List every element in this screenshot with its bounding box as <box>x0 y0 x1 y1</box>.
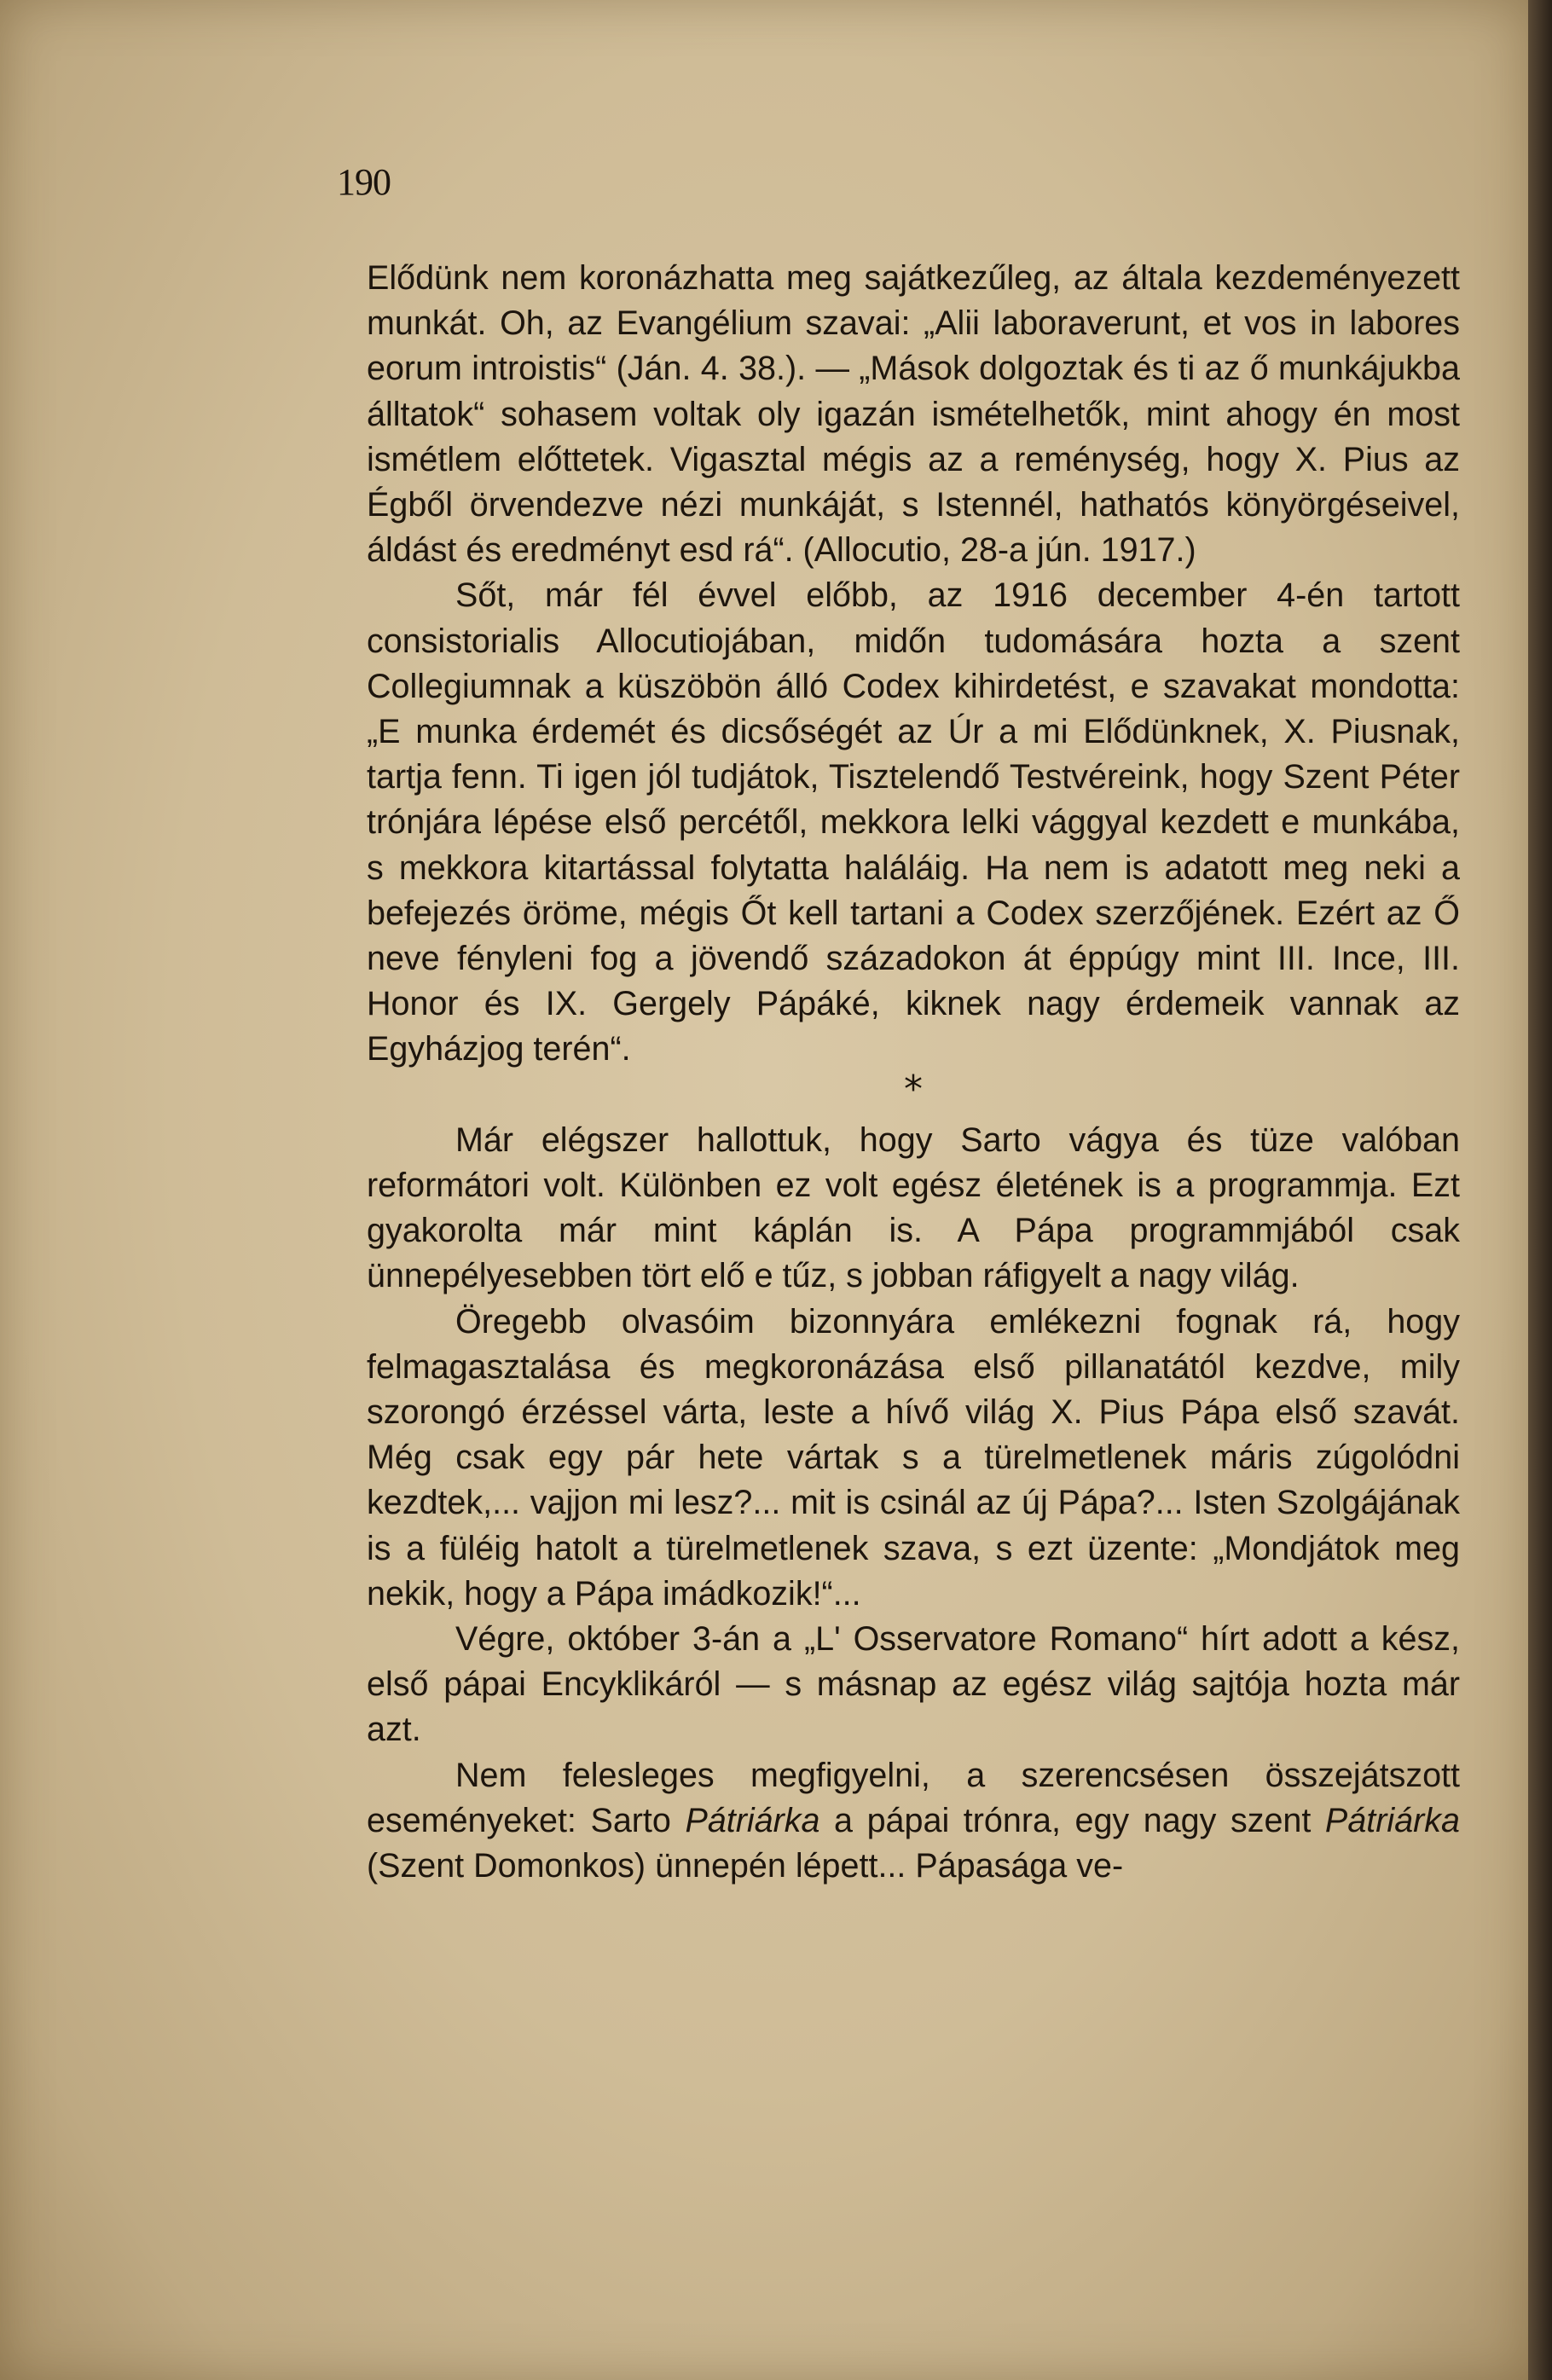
book-spine-shadow <box>1528 0 1552 2380</box>
paragraph-text: Nem felesleges megfigyelni, a szerencsésen összejátszott eseményeket: Sarto <box>367 1756 1460 1839</box>
italic-term: Pátriárka <box>685 1801 820 1839</box>
paragraph-2 <box>367 573 1460 1072</box>
paragraph-text: Már elégszer hallottuk, hogy Sarto vágya és tüze valóban reformátori volt. Különben ez volt egész életének is a programmja. Ezt gyakorolta már mint káplán is. A Pápa programmjából csak ünnepélyesebben tört elő e tűz, s jobban ráfigyelt a nagy világ. <box>367 1121 1460 1295</box>
paragraph-text: Elődünk nem koronázhatta meg sajátkezűleg, az általa kezdeményezett munkát. Oh, az Evangélium szavai: „Alii laboraverunt, et vos in labores eorum introistis“ (Ján. 4. 38.). — „Mások dolgoztak és ti az ő munkájukba álltatok“ sohasem voltak oly igazán ismételhetők, mint ahogy én most ismétlem előttetek. Vigasztal mégis az a reménység, hogy X. Pius az Égből örvendezve nézi munkáját, s Istennél, hathatós könyörgéseivel, áldást és eredményt esd rá“. (Allocutio, 28-a jún. 1917.) <box>367 259 1460 570</box>
italic-term: Pátriárka <box>1324 1801 1460 1839</box>
section-separator: * <box>904 1067 923 1111</box>
paragraph-3 <box>367 1118 1460 1300</box>
page-number: 190 <box>337 161 391 203</box>
paragraph-6 <box>367 1753 1460 1890</box>
paragraph-4 <box>367 1300 1460 1617</box>
body-text <box>367 256 1460 1889</box>
paragraph-text: Öregebb olvasóim bizonnyára emlékezni fognak rá, hogy felmagasztalása és megkoronázása első pillanatától kezdve, mily szorongó érzéssel várta, leste a hívő világ X. Pius Pápa első szavát. Még csak egy pár hete vártak s a türelmetlenek máris zúgolódni kezdtek,... vajjon mi lesz?... mit is csinál az új Pápa?... Isten Szolgájának is a füléig hatolt a türelmetlenek szava, s ezt üzente: „Mondjátok meg nekik, hogy a Pápa imádkozik!“... <box>367 1302 1460 1613</box>
paragraph-5 <box>367 1617 1460 1753</box>
paragraph-1 <box>367 256 1460 573</box>
paragraph-text: a pápai trónra, egy nagy szent <box>819 1801 1325 1839</box>
paragraph-text: Végre, október 3-án a „L' Osservatore Romano“ hírt adott a kész, első pápai Encyklikáról — s másnap az egész világ sajtója hozta már azt. <box>367 1620 1460 1749</box>
paragraph-text: (Szent Domonkos) ünnepén lépett... Pápasága ve- <box>367 1847 1124 1885</box>
paragraph-text: Sőt, már fél évvel előbb, az 1916 december 4-én tartott consistorialis Allocutiojában, midőn tudomására hozta a szent Collegiumnak a küszöbön álló Codex kihirdetést, e szavakat mondotta: „E munka érdemét és dicsőségét az Úr a mi Elődünknek, X. Piusnak, tartja fenn. Ti igen jól tudjátok, Tisztelendő Testvéreink, hogy Szent Péter trónjára lépése első percétől, mekkora lelki vággyal kezdett e munkába, s mekkora kitartással folytatta haláláig. Ha nem is adatott meg neki a befejezés öröme, mégis Őt kell tartani a Codex szerzőjének. Ezért az Ő neve fényleni fog a jövendő századokon át éppúgy mint III. Ince, III. Honor és IX. Gergely Pápáké, kiknek nagy érdemeik vannak az Egyházjog terén“. <box>367 576 1460 1068</box>
